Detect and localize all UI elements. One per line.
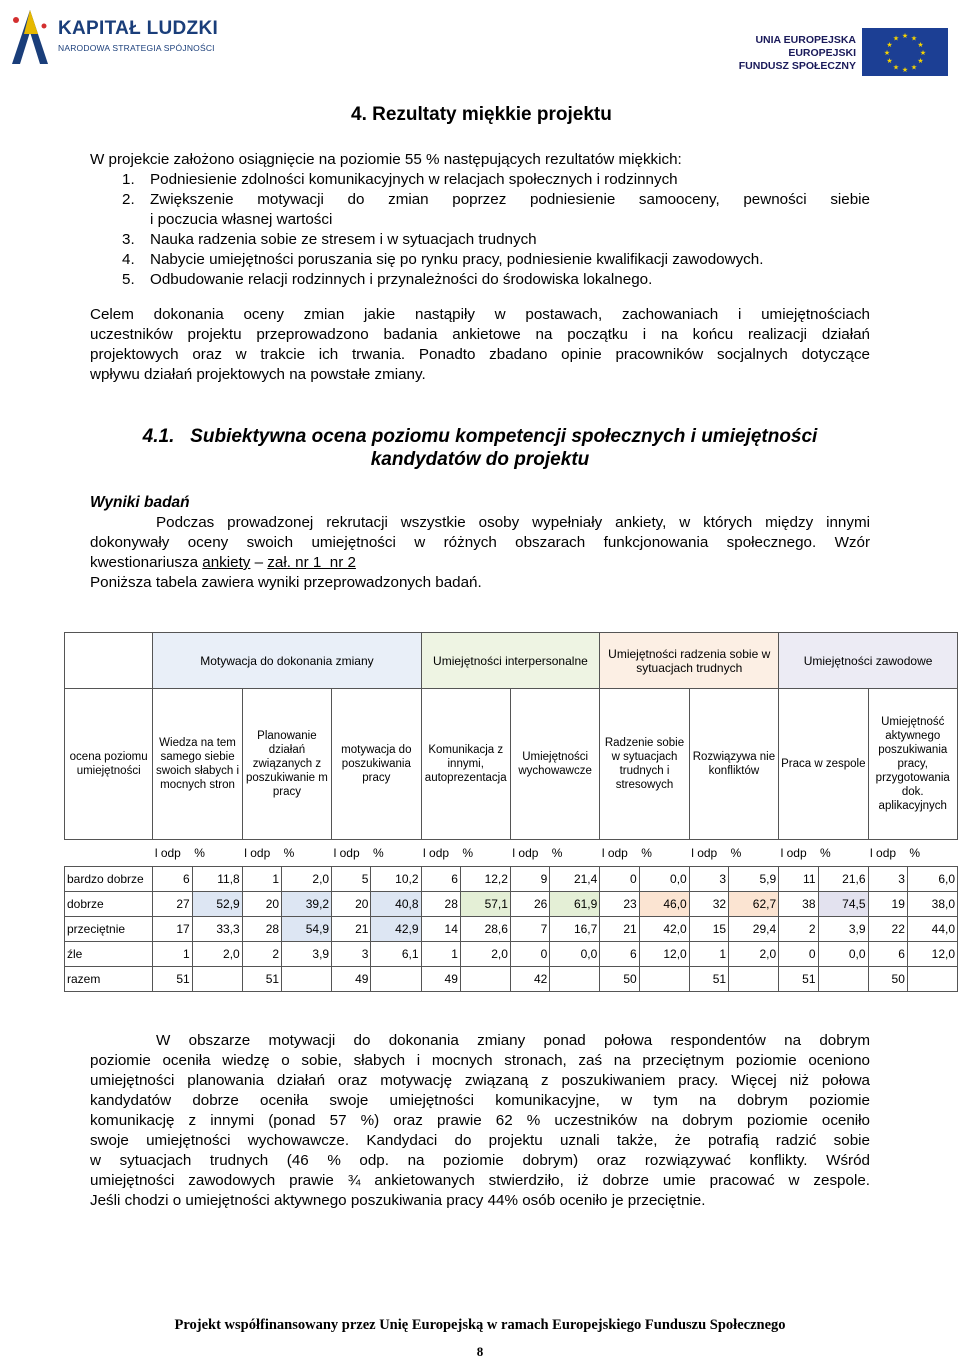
count-cell: 49 — [421, 967, 460, 992]
row-label: przeciętnie — [65, 917, 153, 942]
percent-cell: 6,0 — [907, 867, 957, 892]
percent-cell: 12,0 — [907, 942, 957, 967]
count-cell: 3 — [689, 867, 728, 892]
paragraph-line: projektowych oraz w trakcie ich trwania. Ponadto zbadano opinie pracowników socjalnych dotyczące — [90, 346, 870, 363]
skill-header: Radzenie sobie w sytuacjach trudnych i stresowych — [600, 689, 689, 840]
percent-cell: 21,6 — [818, 867, 868, 892]
section-title: 4. Rezultaty miękkie projektu — [351, 104, 612, 125]
percent-cell: 42,0 — [639, 917, 689, 942]
table-area-header-row — [65, 633, 958, 689]
row-label: dobrze — [65, 892, 153, 917]
unit-cell: l odp — [244, 846, 271, 860]
table-row — [65, 942, 958, 967]
percent-cell — [550, 967, 600, 992]
count-cell: 42 — [510, 967, 549, 992]
unit-cell: % — [283, 846, 295, 860]
svg-text:★: ★ — [901, 32, 909, 40]
skill-header: Planowanie działań związanych z poszukiwanie m pracy — [242, 689, 331, 840]
unit-cell: l odp — [691, 846, 718, 860]
count-cell: 21 — [600, 917, 639, 942]
count-cell: 3 — [868, 867, 907, 892]
paragraph-line: Celem dokonania oceny zmian jakie nastąpiły w postawach, zachowaniach i umiejętnościach — [90, 306, 870, 323]
page-number: 8 — [476, 1344, 484, 1359]
count-cell: 50 — [600, 967, 639, 992]
percent-cell — [282, 967, 332, 992]
unit-cell: % — [194, 846, 205, 860]
skill-header: Rozwiązywa nie konfliktów — [689, 689, 778, 840]
ue-line3: FUNDUSZ SPOŁECZNY — [738, 60, 856, 72]
unit-cell: % — [372, 846, 384, 860]
list-item: Zwiększenie motywacji do zmian poprzez podniesienie samooceny, pewności siebie — [150, 191, 870, 208]
count-cell: 6 — [153, 867, 192, 892]
percent-cell: 61,9 — [550, 892, 600, 917]
count-cell: 51 — [153, 967, 192, 992]
skill-header: Umiejętności wychowawcze — [510, 689, 599, 840]
ue-text — [739, 34, 856, 73]
percent-cell: 57,1 — [460, 892, 510, 917]
skill-header: Komunikacja z innymi, autoprezentacja — [421, 689, 510, 840]
percent-cell: 28,6 — [460, 917, 510, 942]
unit-cell: % — [551, 846, 563, 860]
svg-text:★: ★ — [886, 57, 893, 65]
list-item-number: 3. — [122, 231, 135, 248]
svg-text:★: ★ — [919, 49, 927, 57]
paragraph-line: wpływu działań projektowych na powstałe zmiany. — [90, 366, 426, 383]
unit-cell: l odp — [780, 846, 807, 860]
count-cell: 0 — [779, 942, 818, 967]
count-cell: 32 — [689, 892, 728, 917]
paragraph-line: uczestników projektu przeprowadzono badania ankietowe na początku i na końcu realizacji działań — [90, 326, 870, 343]
row-label: razem — [65, 967, 153, 992]
percent-cell — [729, 967, 779, 992]
percent-cell: 46,0 — [639, 892, 689, 917]
count-cell: 6 — [600, 942, 639, 967]
percent-cell — [907, 967, 957, 992]
unit-cell — [65, 840, 153, 867]
unit-cell: % — [909, 846, 921, 860]
count-cell: 50 — [868, 967, 907, 992]
percent-cell — [818, 967, 868, 992]
percent-cell: 2,0 — [192, 942, 242, 967]
percent-cell — [371, 967, 421, 992]
percent-cell — [639, 967, 689, 992]
count-cell: 2 — [779, 917, 818, 942]
area-header-interpersonal: Umiejętności interpersonalne — [421, 633, 600, 689]
subsection-title-line: 4.1. Subiektywna ocena poziomu kompetencji społecznych i umiejętności — [142, 426, 818, 447]
results-table — [64, 632, 958, 992]
table-row — [65, 892, 958, 917]
percent-cell: 52,9 — [192, 892, 242, 917]
paragraph-line: Jeśli chodzi o umiejętności aktywnego poszukiwania pracy 44% osób oceniło je przeciętnie. — [90, 1192, 706, 1209]
count-cell: 1 — [421, 942, 460, 967]
count-cell: 51 — [242, 967, 281, 992]
svg-text:★: ★ — [910, 34, 918, 43]
count-cell: 15 — [689, 917, 728, 942]
table-body — [65, 867, 958, 992]
unit-cell: % — [641, 846, 652, 860]
table-row — [65, 967, 958, 992]
count-cell: 26 — [510, 892, 549, 917]
percent-cell — [460, 967, 510, 992]
count-cell: 11 — [779, 867, 818, 892]
percent-cell: 2,0 — [729, 942, 779, 967]
paragraph-line: w sytuacjach trudnych (46 % odp. na poziomie dobrym) oraz rozwiązywać konflikty. Wśród — [90, 1152, 870, 1169]
percent-cell: 54,9 — [282, 917, 332, 942]
percent-cell: 0,0 — [639, 867, 689, 892]
percent-cell: 33,3 — [192, 917, 242, 942]
unit-cell: % — [462, 846, 474, 860]
count-cell: 20 — [332, 892, 371, 917]
count-cell: 51 — [779, 967, 818, 992]
count-cell: 0 — [510, 942, 549, 967]
count-cell: 17 — [153, 917, 192, 942]
count-cell: 2 — [242, 942, 281, 967]
footer-cofinancing-note: Projekt współfinansowany przez Unię Europejską w ramach Europejskiego Funduszu Społecznego — [174, 1317, 786, 1333]
count-cell: 1 — [242, 867, 281, 892]
percent-cell: 62,7 — [729, 892, 779, 917]
count-cell: 6 — [421, 867, 460, 892]
percent-cell: 0,0 — [550, 942, 600, 967]
list-item: Nabycie umiejętności poruszania się po rynku pracy, podniesienie kwalifikacji zawodowych. — [150, 251, 764, 268]
count-cell: 38 — [779, 892, 818, 917]
list-item: Podniesienie zdolności komunikacyjnych w relacjach społecznych i rodzinnych — [150, 171, 678, 188]
list-item-number: 4. — [122, 251, 135, 268]
percent-cell: 12,2 — [460, 867, 510, 892]
paragraph-line: umiejętności planowania działań oraz motywację związaną z poszukiwaniem pracy. Więcej niż połowa — [90, 1072, 870, 1089]
kapital-ludzki-subtitle: NARODOWA STRATEGIA SPÓJNOŚCI — [58, 43, 215, 53]
ue-line2: EUROPEJSKI — [788, 47, 856, 59]
paragraph-text: – — [250, 554, 268, 571]
percent-cell: 21,4 — [550, 867, 600, 892]
list-item: Nauka radzenia sobie ze stresem i w sytuacjach trudnych — [150, 231, 537, 248]
count-cell: 28 — [242, 917, 281, 942]
skill-header: Wiedza na tem samego siebie swoich słabych i mocnych stron — [153, 689, 242, 840]
table-row — [65, 917, 958, 942]
unit-cell: % — [730, 846, 742, 860]
svg-text:★: ★ — [892, 34, 900, 43]
unit-cell: l odp — [154, 846, 181, 860]
area-header-motivation: Motywacja do dokonania zmiany — [153, 633, 421, 689]
svg-text:★: ★ — [910, 63, 918, 72]
skill-header: motywacja do poszukiwania pracy — [332, 689, 421, 840]
ue-line1: UNIA EUROPEJSKA — [755, 34, 856, 46]
percent-cell: 39,2 — [282, 892, 332, 917]
percent-cell: 29,4 — [729, 917, 779, 942]
list-item-continuation: i poczucia własnej wartości — [150, 211, 333, 228]
paragraph-aim — [90, 305, 870, 385]
unit-cell: l odp — [333, 846, 360, 860]
row-header-cell: ocena poziomu umiejętności — [65, 689, 153, 840]
percent-cell: 38,0 — [907, 892, 957, 917]
count-cell: 49 — [332, 967, 371, 992]
subsection-title — [90, 425, 870, 471]
percent-cell: 10,2 — [371, 867, 421, 892]
paragraph-line: W obszarze motywacji do dokonania zmiany ponad połowa respondentów na dobrym — [156, 1032, 870, 1049]
kapital-ludzki-logo — [6, 6, 236, 68]
area-header-difficult-situations: Umiejętności radzenia sobie w sytuacjach trudnych — [600, 633, 779, 689]
paragraph-line: umiejętności zawodowych prawie ¾ ankietowanych stwierdziło, iż dobrze umie pracować w zespole. — [90, 1172, 870, 1189]
eu-flag-icon — [862, 28, 948, 76]
kapital-ludzki-title: KAPITAŁ LUDZKI — [58, 18, 219, 39]
svg-text:★: ★ — [886, 41, 893, 49]
count-cell: 6 — [868, 942, 907, 967]
count-cell: 1 — [689, 942, 728, 967]
percent-cell: 5,9 — [729, 867, 779, 892]
unit-cell: % — [820, 846, 831, 860]
attachment-link[interactable]: zał. nr 1 nr 2 — [267, 554, 356, 571]
percent-cell: 40,8 — [371, 892, 421, 917]
count-cell: 23 — [600, 892, 639, 917]
count-cell: 14 — [421, 917, 460, 942]
count-cell: 20 — [242, 892, 281, 917]
count-cell: 0 — [600, 867, 639, 892]
ue-efs-logo — [712, 28, 952, 76]
count-cell: 19 — [868, 892, 907, 917]
percent-cell: 2,0 — [460, 942, 510, 967]
table-unit-row — [65, 840, 958, 867]
list-item-number: 2. — [122, 191, 135, 208]
count-cell: 1 — [153, 942, 192, 967]
percent-cell: 16,7 — [550, 917, 600, 942]
row-label: bardzo dobrze — [65, 867, 153, 892]
survey-link[interactable]: ankiety — [202, 554, 251, 571]
count-cell: 28 — [421, 892, 460, 917]
percent-cell — [192, 967, 242, 992]
unit-cell: l odp — [870, 846, 897, 860]
count-cell: 51 — [689, 967, 728, 992]
svg-text:★: ★ — [917, 57, 924, 65]
paragraph-text: kwestionariusza — [90, 554, 203, 571]
svg-text:★: ★ — [892, 63, 900, 72]
svg-text:★: ★ — [883, 49, 891, 57]
paragraph-line: dokonywały oceny swoich umiejętności w różnych obszarach funkcjonowania społecznego. Wzór — [90, 534, 870, 551]
percent-cell: 12,0 — [639, 942, 689, 967]
count-cell: 22 — [868, 917, 907, 942]
count-cell: 21 — [332, 917, 371, 942]
table-skill-header-row — [65, 689, 958, 840]
percent-cell: 3,9 — [282, 942, 332, 967]
percent-cell: 44,0 — [907, 917, 957, 942]
skill-header: Praca w zespole — [779, 689, 868, 840]
percent-cell: 6,1 — [371, 942, 421, 967]
percent-cell: 74,5 — [818, 892, 868, 917]
results-heading: Wyniki badań — [90, 494, 190, 511]
row-label: źle — [65, 942, 153, 967]
list-item-number: 1. — [122, 171, 135, 188]
percent-cell: 3,9 — [818, 917, 868, 942]
percent-cell: 2,0 — [282, 867, 332, 892]
kapital-ludzki-mark-icon — [6, 6, 54, 68]
paragraph-line: Podczas prowadzonej rekrutacji wszystkie osoby wypełniały ankiety, w których między innymi — [156, 514, 870, 531]
list-item: Odbudowanie relacji rodzinnych i przynależności do środowiska lokalnego. — [150, 271, 653, 288]
paragraph-line: Poniższa tabela zawiera wyniki przeprowadzonych badań. — [90, 574, 482, 591]
count-cell: 3 — [332, 942, 371, 967]
unit-cell: l odp — [423, 846, 450, 860]
paragraph-line: kandydatów dobrze oceniła swoje umiejętności komunikacyjne, w tym na dobrym poziomie — [90, 1092, 870, 1109]
unit-cell: l odp — [601, 846, 628, 860]
subsection-title-line: kandydatów do projektu — [370, 449, 590, 470]
unit-cell: l odp — [512, 846, 539, 860]
paragraph-line: swoje umiejętności wychowawcze. Kandydaci do projektu uznali także, że potrafią radzić sobie — [90, 1132, 870, 1149]
skill-header: Umiejętność aktywnego poszukiwania pracy, przygotowania dok. aplikacyjnych — [868, 689, 957, 840]
percent-cell: 0,0 — [818, 942, 868, 967]
list-item-number: 5. — [122, 271, 135, 288]
table-row — [65, 867, 958, 892]
count-cell: 27 — [153, 892, 192, 917]
intro-text: W projekcie założono osiągnięcie na poziomie 55 % następujących rezultatów miękkich: — [90, 151, 682, 168]
paragraph-line: poziomie oceniła wiedzę o sobie, słabych i mocnych stronach, zaś na przeciętnym poziomie oceniono — [90, 1052, 870, 1069]
paragraph-line: komunikację z innymi (ponad 57 %) oraz prawie 62 % uczestników na dobrym poziomie oceniło — [90, 1112, 870, 1129]
percent-cell: 11,8 — [192, 867, 242, 892]
percent-cell: 42,9 — [371, 917, 421, 942]
count-cell: 5 — [332, 867, 371, 892]
table-corner-cell — [65, 633, 153, 689]
area-header-professional: Umiejętności zawodowe — [779, 633, 958, 689]
count-cell: 9 — [510, 867, 549, 892]
svg-text:★: ★ — [917, 41, 924, 49]
paragraph-survey — [90, 513, 870, 593]
count-cell: 7 — [510, 917, 549, 942]
paragraph-summary — [90, 1031, 870, 1211]
paragraph-line — [90, 553, 870, 573]
svg-text:★: ★ — [901, 66, 909, 74]
